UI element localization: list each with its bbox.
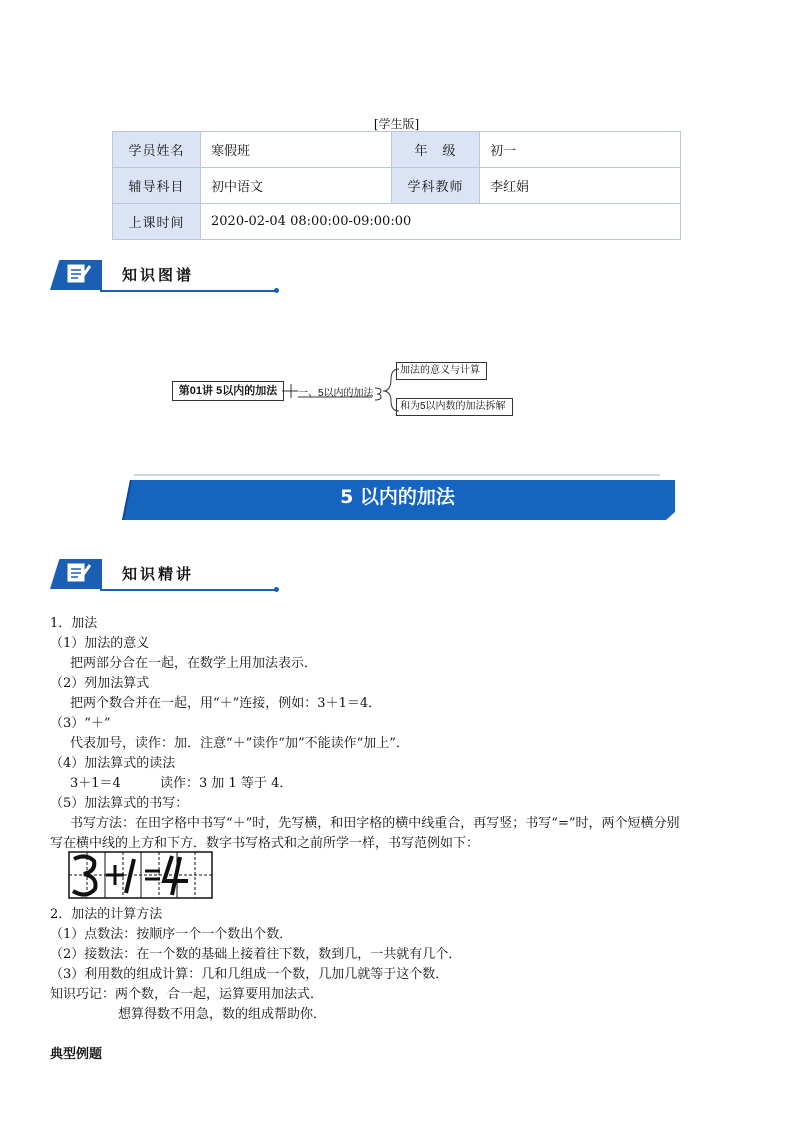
content-subheading: （3）“＋” <box>50 716 111 731</box>
class-time-label: 上课时间 <box>113 204 201 240</box>
teacher-value: 李红娟 <box>480 168 681 204</box>
student-name-value: 寒假班 <box>201 132 392 168</box>
content-paragraph: 代表加号，读作：加．注意“＋”读作“加”不能读作“加上”． <box>70 736 409 751</box>
subject-value: 初中语文 <box>201 168 392 204</box>
grade-label: 年 级 <box>392 132 480 168</box>
content-paragraph: 把两部分合在一起，在数学上用加法表示． <box>70 656 318 671</box>
class-time-value: 2020-02-04 08:00:00-09:00:00 <box>201 204 681 240</box>
content-paragraph: 把两个数合并在一起，用“＋”连接，例如：3＋1＝4． <box>70 696 382 711</box>
notepad-pencil-icon <box>66 561 92 583</box>
mindmap-root-node: 第01讲 5以内的加法 <box>172 381 284 401</box>
typical-examples-heading: 典型例题 <box>50 1047 103 1062</box>
subject-label: 辅导科目 <box>113 168 201 204</box>
section-underline <box>100 290 276 292</box>
content-paragraph: 想算得数不用急，数的组成帮助你． <box>118 1007 327 1022</box>
section-header-knowledge-explain <box>50 557 230 593</box>
section-underline-dot <box>274 288 279 293</box>
section-underline-dot <box>274 587 279 592</box>
content-subheading: （2）列加法算式 <box>50 676 150 691</box>
teacher-label: 学科教师 <box>392 168 480 204</box>
section-header-knowledge-map <box>50 258 230 294</box>
version-label: [学生版] <box>373 117 420 131</box>
section-title: 知识图谱 <box>122 266 195 284</box>
content-subheading: （4）加法算式的读法 <box>50 756 176 771</box>
content-subheading: （3）利用数的组成计算：几和几组成一个数，几加几就等于这个数． <box>50 967 449 982</box>
content-paragraph: 知识巧记：两个数，合一起，运算要用加法式． <box>50 987 324 1002</box>
content-paragraph: 书写方法：在田字格中书写“＋”时，先写横，和田字格的横中线重合，再写竖；书写“=”时，两个短横分别 <box>70 816 680 831</box>
mindmap-leaf-node: 加法的意义与计算 <box>396 362 487 380</box>
content-subheading: （2）接数法：在一个数的基础上接着往下数，数到几，一共就有几个． <box>50 947 462 962</box>
section-underline <box>100 589 276 591</box>
content-formula: 3＋1＝4 <box>70 776 121 791</box>
mindmap-branch-node: 一、5以内的加法 <box>298 388 374 399</box>
content-subheading: （5）加法算式的书写： <box>50 796 189 811</box>
student-name-label: 学员姓名 <box>113 132 201 168</box>
content-paragraph: 写在横中线的上方和下方．数字书写格式和之前所学一样，书写范例如下： <box>50 836 480 851</box>
notepad-pencil-icon <box>66 262 92 284</box>
content-heading: 1．加法 <box>50 616 98 631</box>
content-paragraph: 读作：3 加 1 等于 4． <box>160 776 293 791</box>
chapter-banner <box>120 472 675 522</box>
student-info-table <box>112 131 681 240</box>
banner-title: 5 以内的加法 <box>340 486 455 508</box>
section-title: 知识精讲 <box>122 565 195 583</box>
content-subheading: （1）点数法：按顺序一个一个数出个数． <box>50 927 293 942</box>
content-subheading: （1）加法的意义 <box>50 636 150 651</box>
grade-value: 初一 <box>480 132 681 168</box>
tianzige-writing-example <box>68 851 213 899</box>
mindmap-leaf-node: 和为5以内数的加法拆解 <box>396 398 513 416</box>
content-heading: 2．加法的计算方法 <box>50 907 163 922</box>
